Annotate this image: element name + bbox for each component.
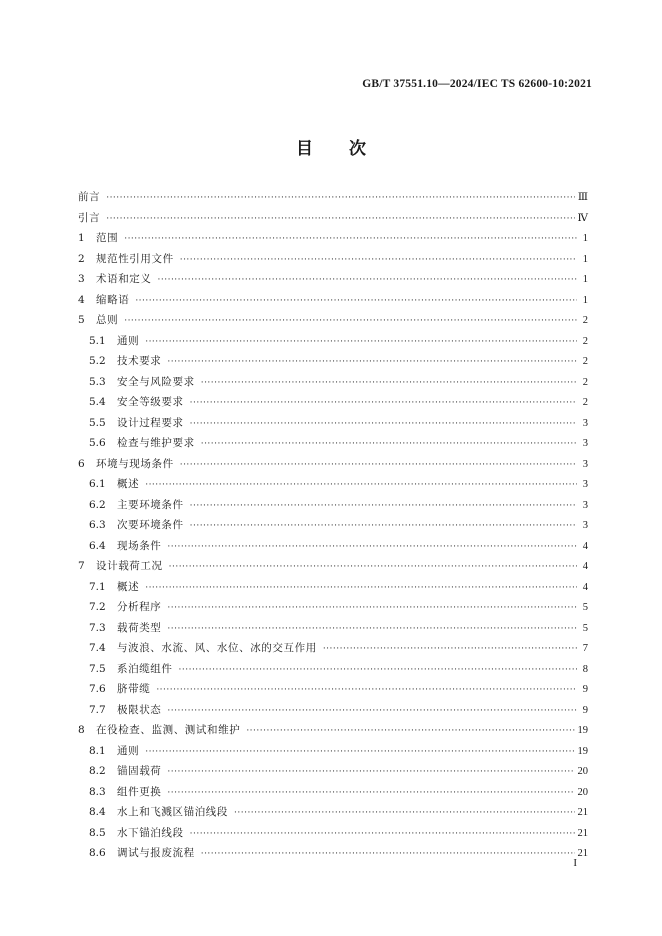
toc-entry[interactable] xyxy=(78,372,588,393)
toc-entry-number: 7.1 xyxy=(89,580,106,593)
toc-entry-page: 9 xyxy=(582,704,588,716)
toc-entry-label: 概述 xyxy=(117,478,140,490)
toc-leader-dots xyxy=(167,783,574,804)
toc-entry[interactable] xyxy=(78,433,588,454)
toc-entry-label: 锚固载荷 xyxy=(117,765,162,777)
table-of-contents xyxy=(78,187,588,864)
toc-leader-dots xyxy=(234,803,575,824)
toc-leader-dots xyxy=(190,414,577,435)
toc-entry-page: 21 xyxy=(577,848,588,859)
toc-entry-number: 5 xyxy=(78,314,85,326)
toc-leader-dots xyxy=(180,250,577,271)
toc-entry[interactable] xyxy=(78,597,588,618)
toc-entry-page: 2 xyxy=(582,376,588,388)
toc-entry-label: 次要环境条件 xyxy=(117,519,184,531)
toc-entry[interactable] xyxy=(78,761,588,782)
toc-entry-number: 6.1 xyxy=(89,478,106,490)
toc-entry-label: 前言 xyxy=(78,191,101,203)
toc-entry-page: 9 xyxy=(582,684,588,695)
toc-entry-page: 21 xyxy=(577,827,588,839)
toc-entry-number: 7.4 xyxy=(89,642,106,654)
toc-entry[interactable] xyxy=(78,577,588,598)
toc-entry-page: 7 xyxy=(582,643,588,654)
title-char-2: 次 xyxy=(349,139,366,159)
toc-entry-number: 7.3 xyxy=(89,621,106,634)
toc-entry-label: 脐带缆 xyxy=(117,683,151,695)
toc-entry-label: 分析程序 xyxy=(117,601,162,613)
toc-entry-page: 3 xyxy=(582,499,588,511)
toc-entry-page: 5 xyxy=(582,622,588,634)
toc-entry-label: 总则 xyxy=(96,314,119,326)
toc-entry-number: 7.5 xyxy=(89,662,106,675)
toc-entry[interactable] xyxy=(78,474,588,495)
toc-entry-number: 4 xyxy=(78,293,85,306)
toc-entry[interactable] xyxy=(78,720,588,741)
toc-entry-page: 1 xyxy=(582,233,588,244)
toc-entry[interactable] xyxy=(78,208,588,229)
toc-entry-label: 安全与风险要求 xyxy=(117,375,195,388)
toc-entry-label: 调试与报废流程 xyxy=(117,847,195,859)
toc-entry-page: 3 xyxy=(582,417,588,429)
toc-entry-label: 技术要求 xyxy=(117,355,162,367)
toc-entry-label: 水上和飞溅区锚泊线段 xyxy=(117,806,228,818)
toc-entry-number: 1 xyxy=(78,232,85,244)
toc-entry-page: 3 xyxy=(582,438,588,449)
toc-leader-dots xyxy=(106,209,574,230)
toc-entry[interactable] xyxy=(78,638,588,659)
toc-entry-page: 4 xyxy=(582,561,588,572)
toc-entry-page: 2 xyxy=(582,335,588,347)
toc-leader-dots xyxy=(190,496,577,517)
toc-entry-number: 2 xyxy=(78,252,85,265)
toc-entry-label: 设计载荷工况 xyxy=(96,560,163,572)
toc-entry-page: 2 xyxy=(582,397,588,408)
toc-entry[interactable] xyxy=(78,515,588,536)
toc-entry-label: 系泊缆组件 xyxy=(117,662,173,675)
toc-entry[interactable] xyxy=(78,290,588,311)
toc-leader-dots xyxy=(323,639,577,660)
toc-entry-label: 安全等级要求 xyxy=(117,396,184,408)
toc-leader-dots xyxy=(106,188,575,209)
toc-leader-dots xyxy=(145,578,577,599)
toc-entry-page: 19 xyxy=(577,725,588,736)
toc-entry-page: 19 xyxy=(577,745,588,757)
page-number: I xyxy=(573,857,577,869)
toc-entry-number: 6.4 xyxy=(89,539,106,552)
toc-leader-dots xyxy=(124,229,577,250)
toc-leader-dots xyxy=(246,721,574,742)
toc-entry-number: 5.2 xyxy=(89,355,106,367)
toc-leader-dots xyxy=(201,434,577,455)
toc-entry-label: 检查与维护要求 xyxy=(117,437,195,449)
toc-entry[interactable] xyxy=(78,802,588,823)
toc-entry-label: 现场条件 xyxy=(117,539,162,552)
toc-entry[interactable] xyxy=(78,843,588,864)
toc-entry-number: 5.4 xyxy=(89,396,106,408)
toc-entry-number: 5.5 xyxy=(89,416,106,429)
toc-entry[interactable] xyxy=(78,618,588,639)
toc-leader-dots xyxy=(190,393,577,414)
toc-leader-dots xyxy=(167,619,577,640)
toc-leader-dots xyxy=(169,557,577,578)
toc-entry[interactable] xyxy=(78,679,588,700)
toc-entry-number: 7.6 xyxy=(89,683,106,695)
toc-entry-page: 3 xyxy=(582,458,588,470)
toc-entry-page: 1 xyxy=(582,274,588,285)
toc-leader-dots xyxy=(167,537,577,558)
toc-entry-page: Ⅲ xyxy=(577,192,588,203)
toc-entry[interactable] xyxy=(78,741,588,762)
toc-entry-label: 环境与现场条件 xyxy=(96,457,174,470)
toc-leader-dots xyxy=(145,742,574,763)
toc-entry-number: 7.2 xyxy=(89,601,106,613)
toc-leader-dots xyxy=(135,291,577,312)
toc-entry[interactable] xyxy=(78,782,588,803)
toc-leader-dots xyxy=(167,701,577,722)
toc-entry-label: 范围 xyxy=(96,232,119,244)
toc-entry-label: 引言 xyxy=(78,211,101,224)
toc-entry[interactable] xyxy=(78,392,588,413)
toc-entry-number: 8.2 xyxy=(89,765,106,777)
toc-entry-number: 6.2 xyxy=(89,498,106,511)
toc-entry-label: 组件更换 xyxy=(117,785,162,798)
toc-leader-dots xyxy=(167,762,574,783)
toc-entry-number: 5.6 xyxy=(89,437,106,449)
toc-entry-label: 术语和定义 xyxy=(96,273,152,285)
toc-entry[interactable] xyxy=(78,536,588,557)
toc-entry-page: Ⅳ xyxy=(577,212,588,224)
toc-leader-dots xyxy=(156,680,577,701)
toc-entry[interactable] xyxy=(78,659,588,680)
toc-entry-number: 8.3 xyxy=(89,785,106,798)
toc-leader-dots xyxy=(190,516,577,537)
toc-entry-label: 在役检查、监测、测试和维护 xyxy=(96,724,241,736)
toc-leader-dots xyxy=(179,660,578,681)
toc-entry-number: 3 xyxy=(78,273,85,285)
toc-entry[interactable] xyxy=(78,823,588,844)
toc-leader-dots xyxy=(124,311,577,332)
toc-entry[interactable] xyxy=(78,228,588,249)
toc-entry-page: 4 xyxy=(582,540,588,552)
toc-entry-label: 设计过程要求 xyxy=(117,416,184,429)
toc-entry-label: 通则 xyxy=(117,744,140,757)
toc-entry-label: 主要环境条件 xyxy=(117,498,184,511)
toc-entry-page: 2 xyxy=(582,315,588,326)
toc-entry[interactable] xyxy=(78,556,588,577)
toc-entry[interactable] xyxy=(78,187,588,208)
toc-entry-label: 通则 xyxy=(117,334,140,347)
toc-entry[interactable] xyxy=(78,495,588,516)
toc-leader-dots xyxy=(180,455,577,476)
toc-entry-page: 3 xyxy=(582,479,588,490)
toc-entry-page: 20 xyxy=(577,766,588,777)
toc-leader-dots xyxy=(190,824,575,845)
toc-entry-number: 6.3 xyxy=(89,519,106,531)
toc-entry[interactable] xyxy=(78,700,588,721)
toc-entry-number: 7 xyxy=(78,560,85,572)
toc-entry-label: 极限状态 xyxy=(117,703,162,716)
toc-entry-page: 20 xyxy=(577,786,588,798)
page-title xyxy=(0,134,662,159)
toc-entry[interactable] xyxy=(78,249,588,270)
toc-entry-page: 4 xyxy=(582,581,588,593)
title-char-1: 目 xyxy=(296,139,313,159)
toc-entry-label: 规范性引用文件 xyxy=(96,252,174,265)
toc-leader-dots xyxy=(167,352,577,373)
toc-entry[interactable] xyxy=(78,331,588,352)
toc-entry-number: 8.5 xyxy=(89,826,106,839)
toc-leader-dots xyxy=(145,475,577,496)
toc-entry-page: 1 xyxy=(582,294,588,306)
toc-entry-label: 载荷类型 xyxy=(117,621,162,634)
toc-entry-number: 5.1 xyxy=(89,334,106,347)
toc-entry-page: 8 xyxy=(582,663,588,675)
toc-entry-number: 8 xyxy=(78,724,85,736)
toc-leader-dots xyxy=(158,270,578,291)
toc-entry[interactable] xyxy=(78,454,588,475)
toc-entry-label: 缩略语 xyxy=(96,293,130,306)
toc-entry-label: 概述 xyxy=(117,580,140,593)
toc-entry-label: 与波浪、水流、风、水位、冰的交互作用 xyxy=(117,642,317,654)
toc-entry-number: 8.6 xyxy=(89,847,106,859)
toc-entry[interactable] xyxy=(78,269,588,290)
toc-entry-page: 5 xyxy=(582,602,588,613)
toc-entry-number: 5.3 xyxy=(89,375,106,388)
toc-entry-number: 8.1 xyxy=(89,744,106,757)
toc-leader-dots xyxy=(201,373,577,394)
toc-entry-number: 7.7 xyxy=(89,703,106,716)
toc-entry-page: 2 xyxy=(582,356,588,367)
standard-code-header: GB/T 37551.10—2024/IEC TS 62600-10:2021 xyxy=(362,78,592,90)
toc-entry-number: 8.4 xyxy=(89,806,106,818)
toc-leader-dots xyxy=(167,598,577,619)
toc-entry[interactable] xyxy=(78,310,588,331)
toc-leader-dots xyxy=(201,844,575,865)
toc-entry-number: 6 xyxy=(78,457,85,470)
toc-leader-dots xyxy=(145,332,577,353)
toc-entry-page: 1 xyxy=(582,253,588,265)
toc-entry[interactable] xyxy=(78,351,588,372)
toc-entry-label: 水下锚泊线段 xyxy=(117,826,184,839)
toc-entry-page: 21 xyxy=(577,807,588,818)
toc-entry-page: 3 xyxy=(582,520,588,531)
toc-entry[interactable] xyxy=(78,413,588,434)
